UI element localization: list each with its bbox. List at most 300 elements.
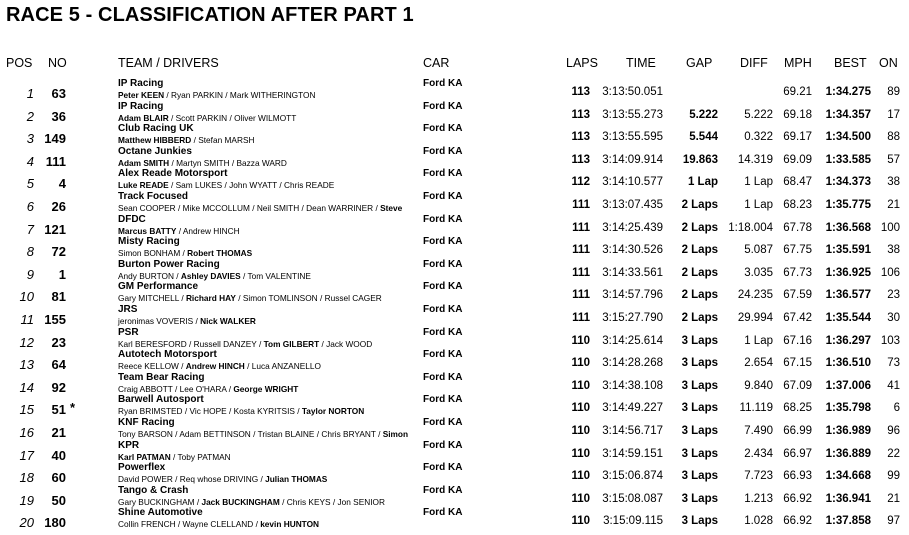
pos-cell: 3 — [26, 131, 34, 147]
best-on-lap-cell: 41 — [887, 379, 900, 392]
team-name: Barwell Autosport — [118, 394, 204, 406]
driver-name: Req whose DRIVING — [179, 474, 259, 485]
driver-name: Simon BONHAM — [118, 248, 181, 259]
car-cell: Ford KA — [423, 236, 463, 248]
laps-cell: 110 — [571, 379, 590, 392]
mph-cell: 66.99 — [783, 425, 812, 437]
diff-cell: 5.087 — [744, 244, 773, 257]
best-on-lap-cell: 23 — [887, 289, 900, 302]
best-lap-cell: 1:35.798 — [825, 402, 871, 415]
header-pos: POS — [6, 56, 33, 70]
number-cell: 4 — [58, 176, 66, 192]
laps-cell: 110 — [571, 492, 590, 505]
laps-cell: 110 — [571, 515, 590, 528]
time-cell: 3:13:55.595 — [602, 131, 663, 144]
time-cell: 3:14:56.717 — [602, 425, 663, 437]
pos-cell: 14 — [19, 379, 34, 395]
gap-cell: 1 Lap — [687, 176, 718, 189]
driver-name: Gary MITCHELL — [118, 293, 180, 304]
laps-cell: 110 — [571, 447, 590, 460]
car-cell: Ford KA — [423, 349, 463, 361]
driver-name: Chris READE — [284, 180, 335, 191]
driver-name: Karl PATMAN — [118, 451, 171, 462]
driver-name: John WYATT — [229, 180, 278, 191]
header-car: CAR — [423, 56, 450, 70]
best-on-lap-cell: 38 — [887, 244, 900, 257]
car-cell: Ford KA — [423, 462, 463, 474]
header-mph: MPH — [784, 56, 812, 70]
driver-name: Tony BARSON — [118, 429, 173, 439]
mph-cell: 67.42 — [783, 312, 812, 324]
pos-cell: 5 — [26, 176, 34, 192]
car-cell: Ford KA — [423, 484, 463, 496]
table-row — [0, 281, 909, 304]
page-title: RACE 5 - CLASSIFICATION AFTER PART 1 — [6, 4, 414, 26]
best-on-lap-cell: 89 — [887, 86, 900, 98]
team-name: IP Racing — [118, 100, 164, 112]
driver-name: Marcus BATTY — [118, 225, 177, 236]
laps-cell: 111 — [572, 266, 590, 279]
best-lap-cell: 1:34.357 — [825, 108, 871, 121]
best-lap-cell: 1:36.889 — [825, 447, 871, 460]
drivers-list: jeronimas VOVERIS / Nick WALKER — [118, 316, 256, 326]
number-cell: 23 — [51, 334, 66, 350]
laps-cell: 110 — [571, 425, 590, 437]
best-on-lap-cell: 38 — [887, 176, 900, 189]
drivers-list: Gary MITCHELL / Richard HAY / Simon TOMLINSON / Russel CAGER — [118, 293, 382, 304]
driver-name: Adam BETTINSON — [179, 429, 251, 439]
mph-cell: 66.97 — [783, 447, 812, 460]
time-cell: 3:14:30.526 — [602, 244, 663, 257]
driver-name: Richard HAY — [185, 293, 236, 304]
driver-name: Chris KEYS — [286, 496, 331, 507]
laps-cell: 111 — [572, 312, 590, 324]
table-row — [0, 394, 909, 417]
gap-cell: 5.222 — [689, 108, 718, 121]
number-cell: 26 — [51, 199, 66, 214]
driver-name: Bazza WARD — [236, 157, 287, 168]
team-name: Burton Power Racing — [118, 258, 220, 270]
driver-name: Mark WITHERINGTON — [229, 90, 316, 100]
best-lap-cell: 1:34.373 — [825, 176, 871, 189]
driver-name: Luca ANZANELLO — [251, 361, 321, 372]
number-cell: 111 — [45, 153, 66, 169]
time-cell: 3:14:25.439 — [602, 221, 663, 234]
driver-name: Jon SENIOR — [337, 496, 385, 507]
car-cell: Ford KA — [423, 258, 463, 270]
time-cell: 3:15:06.874 — [602, 470, 663, 483]
laps-cell: 111 — [572, 221, 590, 234]
best-lap-cell: 1:36.989 — [825, 425, 871, 437]
driver-name: Craig ABBOTT — [118, 383, 173, 394]
mph-cell: 66.92 — [783, 492, 812, 505]
number-cell: 40 — [51, 447, 66, 463]
pos-cell: 10 — [19, 289, 34, 305]
drivers-list: Sean COOPER / Mike MCCOLLUM / Neil SMITH / Dean WARRINER / Steve — [118, 203, 403, 213]
pos-cell: 16 — [19, 425, 34, 440]
driver-name: Karl BERESFORD — [118, 338, 187, 349]
laps-cell: 113 — [571, 108, 590, 121]
driver-name: Simon TOMLINSON — [242, 293, 318, 304]
pos-cell: 7 — [26, 221, 34, 237]
time-cell: 3:14:59.151 — [602, 447, 663, 460]
time-cell: 3:14:49.227 — [602, 402, 663, 415]
table-row — [0, 327, 909, 350]
laps-cell: 110 — [571, 470, 590, 483]
time-cell: 3:15:09.115 — [603, 515, 663, 528]
drivers-list: Craig ABBOTT / Lee O'HARA / George WRIGHT — [118, 383, 299, 394]
pos-cell: 9 — [26, 266, 34, 282]
diff-cell: 7.490 — [744, 425, 773, 437]
laps-cell: 110 — [571, 402, 590, 415]
team-name: Club Racing UK — [118, 123, 194, 135]
number-cell: 51 — [51, 402, 66, 418]
best-lap-cell: 1:34.668 — [825, 470, 871, 483]
team-name: Autotech Motorsport — [118, 349, 217, 361]
diff-cell: 2.654 — [744, 357, 773, 370]
gap-cell: 3 Laps — [681, 379, 718, 392]
team-name: Tango & Crash — [118, 484, 189, 496]
driver-name: Ryan BRIMSTED — [118, 406, 183, 417]
driver-name: Adam BLAIR — [118, 112, 169, 123]
laps-cell: 111 — [572, 289, 590, 302]
gap-cell: 3 Laps — [681, 470, 718, 483]
driver-name: Toby PATMAN — [177, 451, 231, 462]
best-on-lap-cell: 21 — [887, 492, 900, 505]
diff-cell: 2.434 — [744, 447, 773, 460]
driver-name: Julian THOMAS — [265, 474, 328, 485]
mph-cell: 69.17 — [783, 131, 812, 144]
number-cell: 180 — [44, 515, 66, 531]
best-on-lap-cell: 17 — [887, 108, 900, 121]
table-row — [0, 191, 909, 214]
driver-name: Nick WALKER — [200, 316, 256, 326]
mph-cell: 67.09 — [783, 379, 812, 392]
time-cell: 3:14:09.914 — [602, 153, 663, 166]
driver-name: Vic HOPE — [189, 406, 227, 417]
time-cell: 3:14:10.577 — [602, 176, 663, 189]
driver-name: Tristan BLAINE — [257, 429, 315, 439]
mph-cell: 68.25 — [783, 402, 812, 415]
gap-cell: 2 Laps — [681, 199, 718, 211]
number-cell: 64 — [51, 357, 66, 373]
driver-name: Stefan MARSH — [198, 135, 255, 146]
table-row — [0, 259, 909, 282]
team-name: GM Performance — [118, 281, 199, 293]
team-name: DFDC — [118, 213, 146, 225]
diff-cell: 29.994 — [737, 312, 773, 324]
driver-name: Matthew HIBBERD — [118, 135, 192, 146]
pos-cell: 8 — [26, 244, 34, 260]
gap-cell: 19.863 — [682, 153, 718, 166]
best-lap-cell: 1:35.775 — [825, 199, 871, 211]
diff-cell: 14.319 — [737, 153, 773, 166]
laps-cell: 113 — [571, 86, 590, 98]
best-on-lap-cell: 99 — [887, 470, 900, 483]
drivers-list: Karl BERESFORD / Russell DANZEY / Tom GILBERT / Jack WOOD — [118, 338, 373, 349]
mph-cell: 67.16 — [783, 334, 812, 347]
gap-cell: 2 Laps — [681, 221, 718, 234]
car-cell: Ford KA — [423, 145, 463, 157]
driver-name: George WRIGHT — [233, 383, 299, 394]
penalty-marker: * — [70, 400, 76, 416]
gap-cell: 3 Laps — [681, 492, 718, 505]
driver-name: Wayne CLELLAND — [182, 519, 254, 530]
driver-name: Ryan PARKIN — [171, 90, 223, 100]
pos-cell: 15 — [19, 402, 34, 418]
best-lap-cell: 1:33.585 — [825, 153, 871, 166]
mph-cell: 67.73 — [783, 266, 812, 279]
driver-name: kevin HUNTON — [260, 519, 320, 530]
gap-cell: 3 Laps — [681, 402, 718, 415]
table-row — [0, 78, 909, 101]
car-cell: Ford KA — [423, 78, 463, 89]
number-cell: 36 — [51, 108, 66, 124]
number-cell: 149 — [44, 131, 66, 147]
best-lap-cell: 1:35.591 — [825, 244, 871, 257]
diff-cell: 24.235 — [737, 289, 773, 302]
table-row — [0, 304, 909, 327]
table-row — [0, 146, 909, 169]
best-on-lap-cell: 100 — [880, 221, 900, 234]
pos-cell: 17 — [19, 447, 34, 463]
best-lap-cell: 1:34.275 — [825, 86, 871, 98]
driver-name: Tom VALENTINE — [247, 270, 311, 281]
header-team-drivers: TEAM / DRIVERS — [118, 56, 219, 70]
pos-cell: 19 — [19, 492, 34, 508]
header-on: ON — [879, 56, 898, 70]
car-cell: Ford KA — [423, 191, 463, 202]
driver-name: Ashley DAVIES — [180, 270, 241, 281]
mph-cell: 68.47 — [783, 176, 812, 189]
header-gap: GAP — [686, 56, 713, 70]
team-name: IP Racing — [118, 78, 164, 89]
laps-cell: 110 — [571, 357, 590, 370]
driver-name: Luke READE — [118, 180, 169, 191]
diff-cell: 7.723 — [744, 470, 773, 483]
drivers-list: Gary BUCKINGHAM / Jack BUCKINGHAM / Chris KEYS / Jon SENIOR — [118, 496, 385, 507]
time-cell: 3:14:25.614 — [602, 334, 663, 347]
driver-name: Mike MCCOLLUM — [182, 203, 250, 213]
team-name: JRS — [118, 304, 138, 315]
car-cell: Ford KA — [423, 507, 463, 519]
table-row — [0, 440, 909, 463]
header-time: TIME — [626, 56, 656, 70]
gap-cell: 3 Laps — [681, 334, 718, 347]
best-on-lap-cell: 88 — [887, 131, 900, 144]
best-lap-cell: 1:36.568 — [825, 221, 871, 234]
diff-cell: 1.213 — [744, 492, 773, 505]
header-best: BEST — [834, 56, 867, 70]
drivers-list: Simon BONHAM / Robert THOMAS — [118, 248, 253, 259]
header-diff: DIFF — [740, 56, 768, 70]
car-cell: Ford KA — [423, 123, 463, 135]
driver-name: Collin FRENCH — [118, 519, 176, 530]
drivers-list: Peter KEEN / Ryan PARKIN / Mark WITHERINGTON — [118, 90, 316, 100]
team-name: Misty Racing — [118, 236, 180, 248]
team-name: KPR — [118, 439, 140, 451]
diff-cell: 3.035 — [744, 266, 773, 279]
table-row — [0, 168, 909, 191]
drivers-list: Ryan BRIMSTED / Vic HOPE / Kosta KYRITSIS / Taylor NORTON — [118, 406, 365, 417]
driver-name: jeronimas VOVERIS — [118, 316, 194, 326]
team-name: Shine Automotive — [118, 507, 203, 519]
mph-cell: 69.09 — [783, 153, 812, 166]
best-on-lap-cell: 6 — [893, 402, 900, 415]
pos-cell: 6 — [26, 199, 34, 214]
driver-name: David POWER — [118, 474, 173, 485]
table-row — [0, 417, 909, 440]
drivers-list: Reece KELLOW / Andrew HINCH / Luca ANZANELLO — [118, 361, 321, 372]
car-cell: Ford KA — [423, 394, 463, 406]
number-cell: 1 — [58, 266, 66, 282]
drivers-list: Marcus BATTY / Andrew HINCH — [118, 225, 240, 236]
gap-cell: 5.544 — [689, 131, 718, 144]
pos-cell: 13 — [19, 357, 34, 373]
table-row — [0, 485, 909, 508]
driver-name: Martyn SMITH — [176, 157, 230, 168]
driver-name: Reece KELLOW — [118, 361, 179, 372]
gap-cell: 3 Laps — [681, 357, 718, 370]
laps-cell: 113 — [571, 131, 590, 144]
laps-cell: 112 — [571, 176, 590, 189]
driver-name: Russell DANZEY — [193, 338, 257, 349]
pos-cell: 1 — [26, 86, 34, 101]
drivers-list: Luke READE / Sam LUKES / John WYATT / Chris READE — [118, 180, 335, 191]
laps-cell: 111 — [572, 244, 590, 257]
best-lap-cell: 1:36.577 — [825, 289, 871, 302]
time-cell: 3:13:07.435 — [602, 199, 663, 211]
driver-name: Kosta KYRITSIS — [233, 406, 295, 417]
car-cell: Ford KA — [423, 213, 463, 225]
best-on-lap-cell: 103 — [880, 334, 900, 347]
gap-cell: 2 Laps — [681, 244, 718, 257]
mph-cell: 66.92 — [783, 515, 812, 528]
team-name: Team Bear Racing — [118, 371, 205, 383]
diff-cell: 1 Lap — [744, 199, 773, 211]
driver-name: Dean WARRINER — [306, 203, 374, 213]
number-cell: 21 — [51, 425, 66, 440]
table-row — [0, 123, 909, 146]
diff-cell: 1 Lap — [744, 176, 773, 189]
team-name: Alex Reade Motorsport — [118, 168, 228, 180]
drivers-list: Matthew HIBBERD / Stefan MARSH — [118, 135, 255, 146]
table-row — [0, 349, 909, 372]
driver-name: Oliver WILMOTT — [234, 112, 297, 123]
mph-cell: 67.78 — [783, 221, 812, 234]
gap-cell: 2 Laps — [681, 312, 718, 324]
team-name: Octane Junkies — [118, 145, 192, 157]
driver-name: Chris BRYANT — [321, 429, 376, 439]
driver-name: Jack WOOD — [326, 338, 373, 349]
laps-cell: 113 — [571, 153, 590, 166]
diff-cell: 5.222 — [744, 108, 773, 121]
driver-name: Andrew HINCH — [185, 361, 245, 372]
time-cell: 3:14:38.108 — [602, 379, 663, 392]
drivers-list: Adam BLAIR / Scott PARKIN / Oliver WILMOTT — [118, 112, 297, 123]
time-cell: 3:13:55.273 — [602, 108, 663, 121]
driver-name: Neil SMITH — [256, 203, 300, 213]
laps-cell: 111 — [572, 199, 590, 211]
mph-cell: 69.21 — [783, 86, 812, 98]
car-cell: Ford KA — [423, 100, 463, 112]
driver-name: Jack BUCKINGHAM — [201, 496, 280, 507]
diff-cell: 0.322 — [744, 131, 773, 144]
driver-name: Andy BURTON — [118, 270, 174, 281]
best-on-lap-cell: 22 — [887, 447, 900, 460]
number-cell: 121 — [44, 221, 66, 237]
best-lap-cell: 1:34.500 — [825, 131, 871, 144]
gap-cell: 2 Laps — [681, 266, 718, 279]
car-cell: Ford KA — [423, 304, 463, 315]
drivers-list: Collin FRENCH / Wayne CLELLAND / kevin HUNTON — [118, 519, 320, 530]
pos-cell: 11 — [20, 312, 34, 327]
driver-name: Russel CAGER — [324, 293, 382, 304]
table-row — [0, 101, 909, 124]
mph-cell: 66.93 — [783, 470, 812, 483]
mph-cell: 67.15 — [783, 357, 812, 370]
driver-name: Robert THOMAS — [187, 248, 253, 259]
driver-name: Adam SMITH — [118, 157, 170, 168]
time-cell: 3:13:50.051 — [602, 86, 663, 98]
diff-cell: 9.840 — [744, 379, 773, 392]
diff-cell: 1.028 — [744, 515, 773, 528]
driver-name: Simon — [382, 429, 409, 439]
driver-name: Lee O'HARA — [179, 383, 227, 394]
time-cell: 3:15:27.790 — [602, 312, 663, 324]
number-cell: 63 — [51, 86, 66, 101]
table-row — [0, 462, 909, 485]
best-on-lap-cell: 30 — [887, 312, 900, 324]
car-cell: Ford KA — [423, 439, 463, 451]
table-row — [0, 214, 909, 237]
number-cell: 72 — [51, 244, 66, 260]
laps-cell: 110 — [571, 334, 590, 347]
pos-cell: 12 — [19, 334, 34, 350]
car-cell: Ford KA — [423, 168, 463, 180]
driver-name: Tom GILBERT — [263, 338, 320, 349]
car-cell: Ford KA — [423, 417, 463, 428]
team-name: Track Focused — [118, 191, 189, 202]
driver-name: Sean COOPER — [118, 203, 176, 213]
header-no: NO — [48, 56, 67, 70]
driver-name: Scott PARKIN — [175, 112, 228, 123]
drivers-list: Adam SMITH / Martyn SMITH / Bazza WARD — [118, 157, 287, 168]
driver-name: Gary BUCKINGHAM — [118, 496, 195, 507]
car-cell: Ford KA — [423, 326, 463, 338]
table-row — [0, 236, 909, 259]
best-on-lap-cell: 57 — [887, 153, 900, 166]
car-cell: Ford KA — [423, 371, 463, 383]
pos-cell: 18 — [19, 470, 34, 486]
best-on-lap-cell: 21 — [887, 199, 900, 211]
gap-cell: 2 Laps — [681, 289, 718, 302]
driver-name: Taylor NORTON — [301, 406, 365, 417]
driver-name: Sam LUKES — [175, 180, 223, 191]
drivers-list: Andy BURTON / Ashley DAVIES / Tom VALENTINE — [118, 270, 311, 281]
time-cell: 3:14:33.561 — [602, 266, 663, 279]
team-name: Powerflex — [118, 462, 166, 474]
diff-cell: 1:18.004 — [728, 221, 773, 234]
best-lap-cell: 1:36.510 — [825, 357, 871, 370]
best-lap-cell: 1:35.544 — [825, 312, 871, 324]
drivers-list: Tony BARSON / Adam BETTINSON / Tristan BLAINE / Chris BRYANT / Simon — [118, 429, 409, 439]
mph-cell: 68.23 — [783, 199, 812, 211]
number-cell: 50 — [51, 492, 66, 508]
diff-cell: 1 Lap — [744, 334, 773, 347]
drivers-list: David POWER / Req whose DRIVING / Julian THOMAS — [118, 474, 328, 485]
gap-cell: 3 Laps — [681, 447, 718, 460]
